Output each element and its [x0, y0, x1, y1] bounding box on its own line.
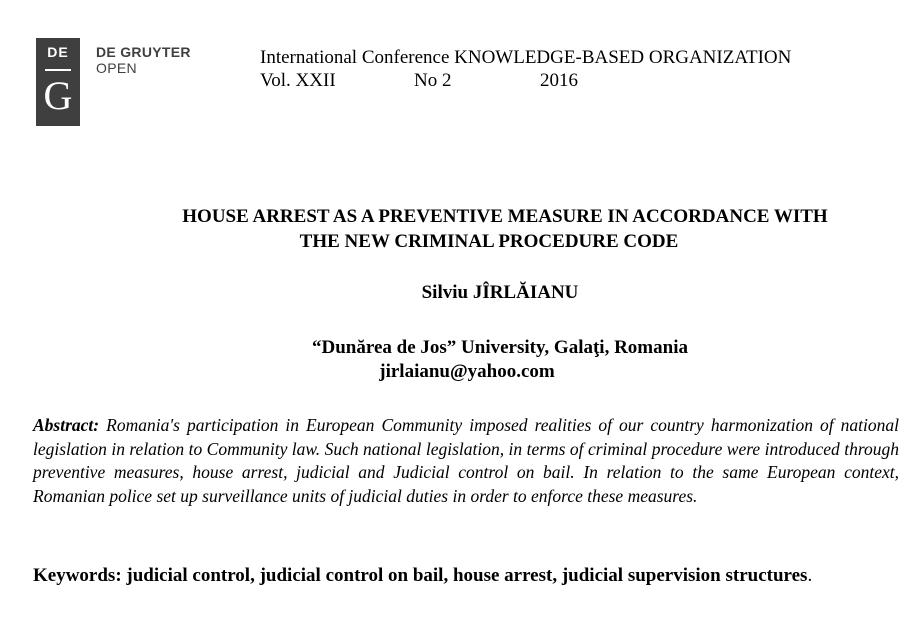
abstract-text: Romania's participation in European Community imposed realities of our country harmonization of national legislation in relation to Community law. Such national legislation, in terms of criminal procedure were introduced through preventive measures, house arrest, judicial and Judicial control on bail. In relation to the same European context, Romanian police set up surveillance units of judicial duties in order to enforce these measures.: [33, 415, 899, 506]
keywords-label: Keywords:: [33, 565, 122, 586]
abstract-label: Abstract:: [33, 415, 100, 435]
author-email: jirlaianu@yahoo.com: [379, 361, 555, 382]
paper-title: [60, 204, 918, 254]
logo-de-text: DE: [47, 44, 69, 60]
paper-title-line1: HOUSE ARREST AS A PREVENTIVE MEASURE IN ACCORDANCE WITH: [182, 206, 828, 227]
keywords: [33, 563, 899, 588]
keywords-text: judicial control, judicial control on bail, house arrest, judicial supervision structures: [126, 565, 808, 586]
logo-g-text: G: [43, 73, 73, 118]
publisher-name-line1: DE GRUYTER: [96, 44, 191, 60]
paper-title-line2: THE NEW CRIMINAL PROCEDURE CODE: [299, 231, 679, 252]
author-affiliation: “Dunărea de Jos” University, Galaţi, Romania: [312, 337, 688, 358]
keywords-period: .: [807, 565, 813, 586]
publisher-name-line2: OPEN: [96, 60, 137, 76]
publisher-logo: [36, 38, 80, 126]
conference-volume-row: [260, 69, 791, 92]
author-name: Silviu JÎRLĂIANU: [421, 282, 579, 303]
conference-year: 2016: [540, 70, 578, 91]
conference-volume: Vol. XXII: [260, 70, 336, 91]
conference-header: [260, 46, 791, 92]
logo-divider: [45, 69, 71, 71]
publisher-name: [96, 44, 191, 76]
abstract: [33, 414, 899, 508]
conference-number: No 2: [414, 70, 452, 91]
conference-name: International Conference KNOWLEDGE-BASED ORGANIZATION: [260, 47, 792, 68]
